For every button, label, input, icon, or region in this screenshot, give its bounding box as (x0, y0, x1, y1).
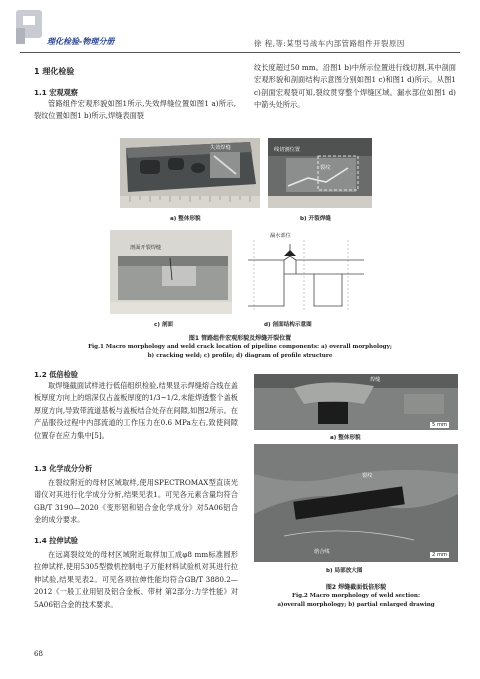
fig2b-annotation-fusion: 熔合线 (314, 549, 330, 555)
figure1d-diagram (244, 230, 368, 314)
paragraph-1-1-a: 管路组件宏观形貌如图1所示,失效焊缝位置如图1 a)所示,裂纹位置如图1 b)所示,焊缝表面裂 (34, 99, 236, 121)
paragraph-1-1-b: 纹长度超过50 mm。沿图1 b)中所示位置进行线切割,其中剖面宏观形貌和剖面结构示意图分别如图1 c)和图1 d)所示。从图1 c)剖面宏观裂可知,裂纹贯穿整个焊缝区域。漏水部位如图1 d)中箭头处所示。 (254, 63, 456, 110)
figure1a-photo (120, 138, 260, 208)
figure2b-label: b) 局部放大图 (326, 568, 363, 574)
fig1b-annotation-cut: 线切割位置 (274, 147, 300, 153)
fig2b-scale-bar: 2 mm (432, 552, 448, 558)
fig1c-annotation-section: 剖面开裂焊缝 (130, 245, 162, 251)
fig1b-annotation-crack: 裂纹 (320, 165, 331, 171)
paragraph-1-3: 在裂纹附近的母材区域取样,使用SPECTROMAX型直读光谱仪对其进行化学成分分析,结果见表1。可见各元素含量均符合GB/T 3190—2020《变形铝和铝合金化学成分》对5A06铝合金的成分要求。 (34, 478, 238, 525)
figure1a-label: a) 整体形貌 (170, 216, 201, 222)
fig2b-annotation-crack: 裂纹 (362, 473, 373, 479)
figure1d-label: d) 剖面结构示意图 (264, 322, 312, 328)
figure1b-label: b) 开裂焊缝 (300, 216, 331, 222)
section-heading-1-3: 1.3 化学成分分析 (34, 464, 93, 473)
paragraph-1-4: 在远离裂纹处的母材区域附近取样加工成φ8 mm标准圆形拉伸试样,使用5305型微机控制电子万能材料试验机对其进行拉伸试验,结果见表2。可见各项拉伸性能均符合GB/T 3880.2—2012《一般工业用铝及铝合金板、带材 第2部分:力学性能》对5A06铝合金的技术要求。 (34, 550, 238, 609)
section-heading-1-2: 1.2 低倍检验 (34, 370, 78, 379)
paragraph-1-2: 取焊缝截面试样进行低倍组织检验,结果显示焊缝熔合线在盖板厚度方向上的熔深仅占盖板厚度的1/3~1/2,未能焊透整个盖板厚度方向,导致带流道基板与盖板结合处存在间隙,如图2所示。在产品服役过程中内部流道的工作压力在0.6 MPa左右,致使间隙位置存在应力集中[5]。 (34, 381, 238, 440)
section-heading-1-1: 1.1 宏观观察 (34, 88, 78, 97)
section-heading-1-4: 1.4 拉伸试验 (34, 536, 78, 545)
figure2b-photo (254, 444, 458, 562)
fig2a-scale-bar: 5 mm (432, 422, 448, 428)
figure1-caption-en-line2: b) cracking weld; c) profile; d) diagram of profile structure (147, 353, 333, 359)
fig1d-annotation-leak: 漏水部位 (270, 233, 291, 239)
figure2a-photo (254, 374, 458, 430)
journal-logo (14, 8, 48, 46)
figure1c-photo (110, 230, 232, 314)
journal-brand: 理化检验-物理分册 (47, 37, 115, 46)
fig1a-annotation-weld: 失效焊缝 (210, 145, 231, 151)
figure2-caption-cn: 图2 焊缝截面低倍形貌 (325, 584, 387, 591)
figure1-caption-en-line1: Fig.1 Macro morphology and weld crack location of pipeline components: a) overall morphology; (88, 344, 392, 350)
figure2a-label: a) 整体形貌 (330, 435, 361, 441)
figure2-caption-en-line2: a)overall morphology; b) partial enlarged drawing (277, 602, 435, 608)
section-heading-1: 1 理化检验 (34, 67, 75, 76)
page-number: 68 (34, 650, 43, 658)
header-rule (20, 52, 460, 53)
fig2a-annotation-weld: 焊缝 (370, 377, 381, 383)
figure1-caption-cn: 图1 管路组件宏观形貌及焊缝开裂位置 (188, 335, 292, 342)
figure1c-label: c) 剖面 (154, 322, 174, 328)
running-title: 徐 程,等:某型号战车内部管路组件开裂原因 (254, 39, 405, 48)
figure1b-photo (268, 138, 372, 208)
figure2-caption-en-line1: Fig.2 Macro morphology of weld section: (291, 593, 421, 599)
